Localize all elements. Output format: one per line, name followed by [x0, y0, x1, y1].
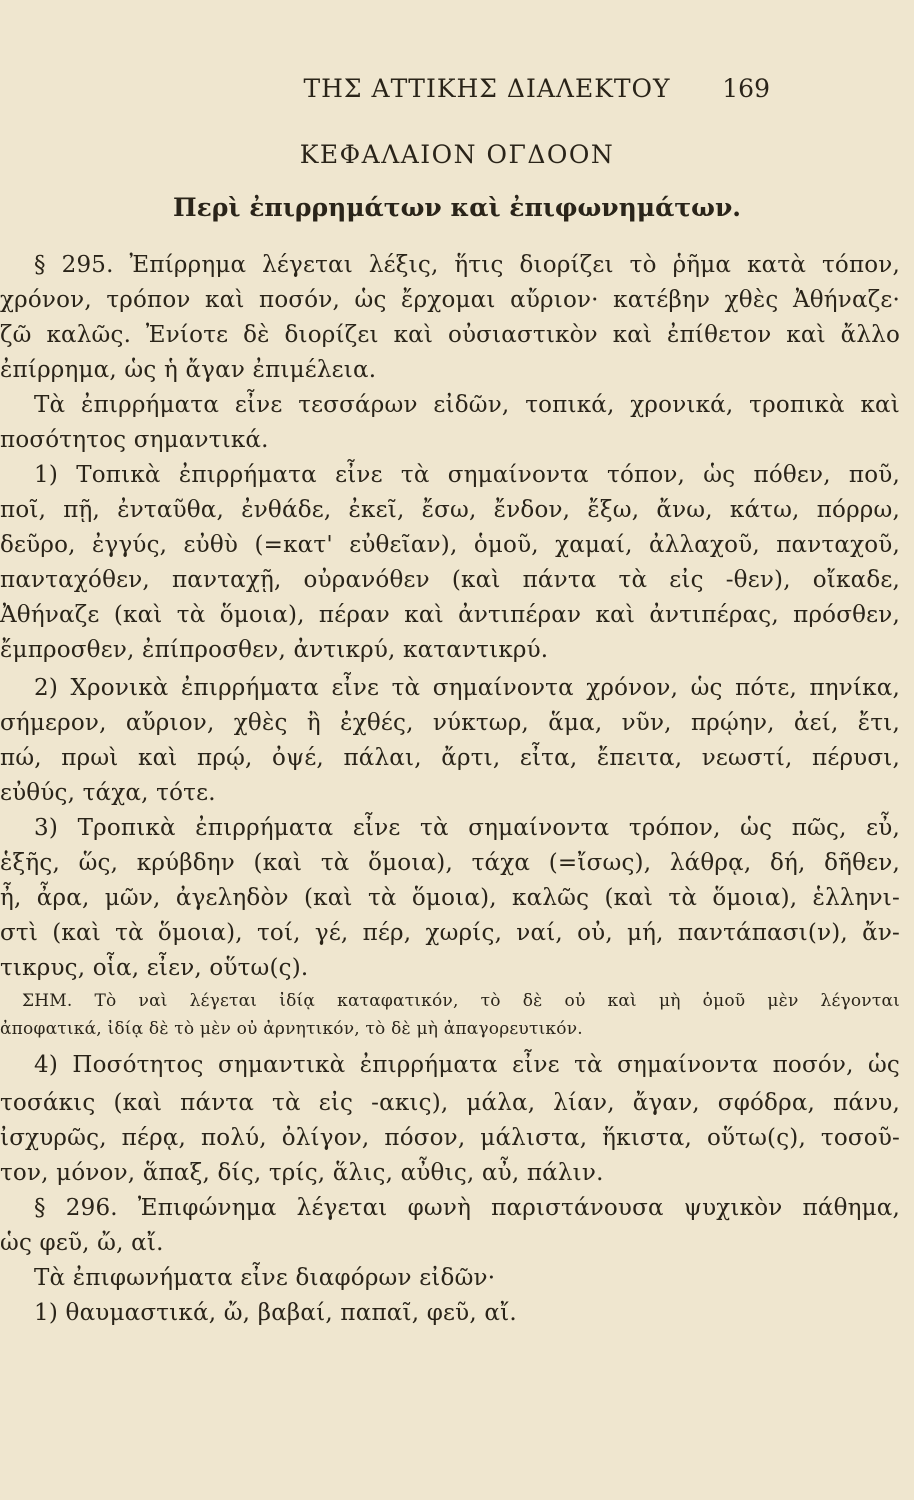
- text-line: 1) θαυμαστικά, ὤ, βαβαί, παπαῖ, φεῦ, αἴ.: [34, 1300, 517, 1326]
- text-line: πανταχόθεν, πανταχῇ, οὐρανόθεν (καὶ πάντα τὰ εἰς -θεν), οἴκαδε,: [0, 567, 900, 593]
- text-line: 4) Ποσότητος σημαντικὰ ἐπιρρήματα εἶνε τὰ σημαίνοντα ποσόν, ὡς: [34, 1052, 900, 1078]
- text-line: στὶ (καὶ τὰ ὅμοια), τοί, γέ, πέρ, χωρίς, ναί, οὐ, μή, παντάπασι(ν), ἄν-: [0, 920, 900, 946]
- text-line: ποσότητος σημαντικά.: [0, 427, 269, 453]
- note-line: ἀποφατικά, ἰδίᾳ δὲ τὸ μὲν οὐ ἀρνητικόν, τὸ δὲ μὴ ἀπαγορευτικόν.: [0, 1019, 583, 1039]
- text-line: ὡς φεῦ, ὤ, αἴ.: [0, 1230, 164, 1256]
- text-line: τικρυς, οἷα, εἶεν, οὕτω(ς).: [0, 955, 309, 981]
- text-line: τον, μόνον, ἅπαξ, δίς, τρίς, ἅλις, αὖθις, αὖ, πάλιν.: [0, 1160, 604, 1186]
- text-line: ἦ, ἆρα, μῶν, ἀγεληδὸν (καὶ τὰ ὅμοια), καλῶς (καὶ τὰ ὅμοια), ἑλληνι-: [0, 885, 900, 911]
- text-line: τοσάκις (καὶ πάντα τὰ εἰς -ακις), μάλα, λίαν, ἄγαν, σφόδρα, πάνυ,: [0, 1090, 900, 1116]
- text-line: πώ, πρωὶ καὶ πρῴ, ὀψέ, πάλαι, ἄρτι, εἶτα, ἔπειτα, νεωστί, πέρυσι,: [0, 745, 900, 771]
- text-line: ἑξῆς, ὥς, κρύβδην (καὶ τὰ ὅμοια), τάχα (=ἴσως), λάθρᾳ, δή, δῆθεν,: [0, 850, 900, 876]
- text-line: Ἀθήναζε (καὶ τὰ ὅμοια), πέραν καὶ ἀντιπέραν καὶ ἀντιπέρας, πρόσθεν,: [0, 602, 900, 628]
- text-line: 1) Τοπικὰ ἐπιρρήματα εἶνε τὰ σημαίνοντα τόπον, ὡς πόθεν, ποῦ,: [34, 462, 900, 488]
- text-line: Τὰ ἐπιρρήματα εἶνε τεσσάρων εἰδῶν, τοπικά, χρονικά, τροπικὰ καὶ: [34, 392, 900, 418]
- text-line: σήμερον, αὔριον, χθὲς ἢ ἐχθές, νύκτωρ, ἅμα, νῦν, πρῴην, ἀεί, ἔτι,: [0, 710, 900, 736]
- text-line: δεῦρο, ἐγγύς, εὐθὺ (=κατ' εὐθεῖαν), ὁμοῦ, χαμαί, ἀλλαχοῦ, πανταχοῦ,: [0, 532, 900, 558]
- text-line: ἐπίρρημα, ὡς ἡ ἄγαν ἐπιμέλεια.: [0, 357, 377, 383]
- text-line: ἰσχυρῶς, πέρᾳ, πολύ, ὀλίγον, πόσον, μάλιστα, ἥκιστα, οὕτω(ς), τοσοῦ-: [0, 1125, 900, 1151]
- text-line: χρόνον, τρόπον καὶ ποσόν, ὡς ἔρχομαι αὔριον· κατέβην χθὲς Ἀθήναζε·: [0, 287, 900, 313]
- note-line: ΣΗΜ. Τὸ ναὶ λέγεται ἰδίᾳ καταφατικόν, τὸ δὲ οὐ καὶ μὴ ὁμοῦ μὲν λέγονται: [22, 991, 900, 1011]
- text-line: ζῶ καλῶς. Ἐνίοτε δὲ διορίζει καὶ οὐσιαστικὸν καὶ ἐπίθετον καὶ ἄλλο: [0, 322, 900, 348]
- chapter-heading: ΚΕΦΑΛΑΙΟΝ ΟΓΔΟΟΝ: [299, 140, 615, 169]
- text-line: ἔμπροσθεν, ἐπίπροσθεν, ἀντικρύ, καταντικρύ.: [0, 637, 549, 663]
- section-title: Περὶ ἐπιρρημάτων καὶ ἐπιφωνημάτων.: [173, 193, 741, 222]
- text-line: Τὰ ἐπιφωνήματα εἶνε διαφόρων εἰδῶν·: [34, 1265, 496, 1291]
- text-line: εὐθύς, τάχα, τότε.: [0, 780, 216, 806]
- text-line: § 295. Ἐπίρρημα λέγεται λέξις, ἥτις διορίζει τὸ ῥῆμα κατὰ τόπον,: [34, 252, 900, 278]
- text-line: § 296. Ἐπιφώνημα λέγεται φωνὴ παριστάνουσα ψυχικὸν πάθημα,: [34, 1195, 900, 1221]
- page-number: 169: [722, 74, 770, 103]
- text-line: ποῖ, πῇ, ἐνταῦθα, ἐνθάδε, ἐκεῖ, ἔσω, ἔνδον, ἔξω, ἄνω, κάτω, πόρρω,: [0, 497, 900, 523]
- text-line: 2) Χρονικὰ ἐπιρρήματα εἶνε τὰ σημαίνοντα χρόνον, ὡς πότε, πηνίκα,: [34, 675, 900, 701]
- running-header: ΤΗΣ ΑΤΤΙΚΗΣ ΔΙΑΛΕΚΤΟΥ: [303, 74, 671, 103]
- text-line: 3) Τροπικὰ ἐπιρρήματα εἶνε τὰ σημαίνοντα τρόπον, ὡς πῶς, εὖ,: [34, 815, 900, 841]
